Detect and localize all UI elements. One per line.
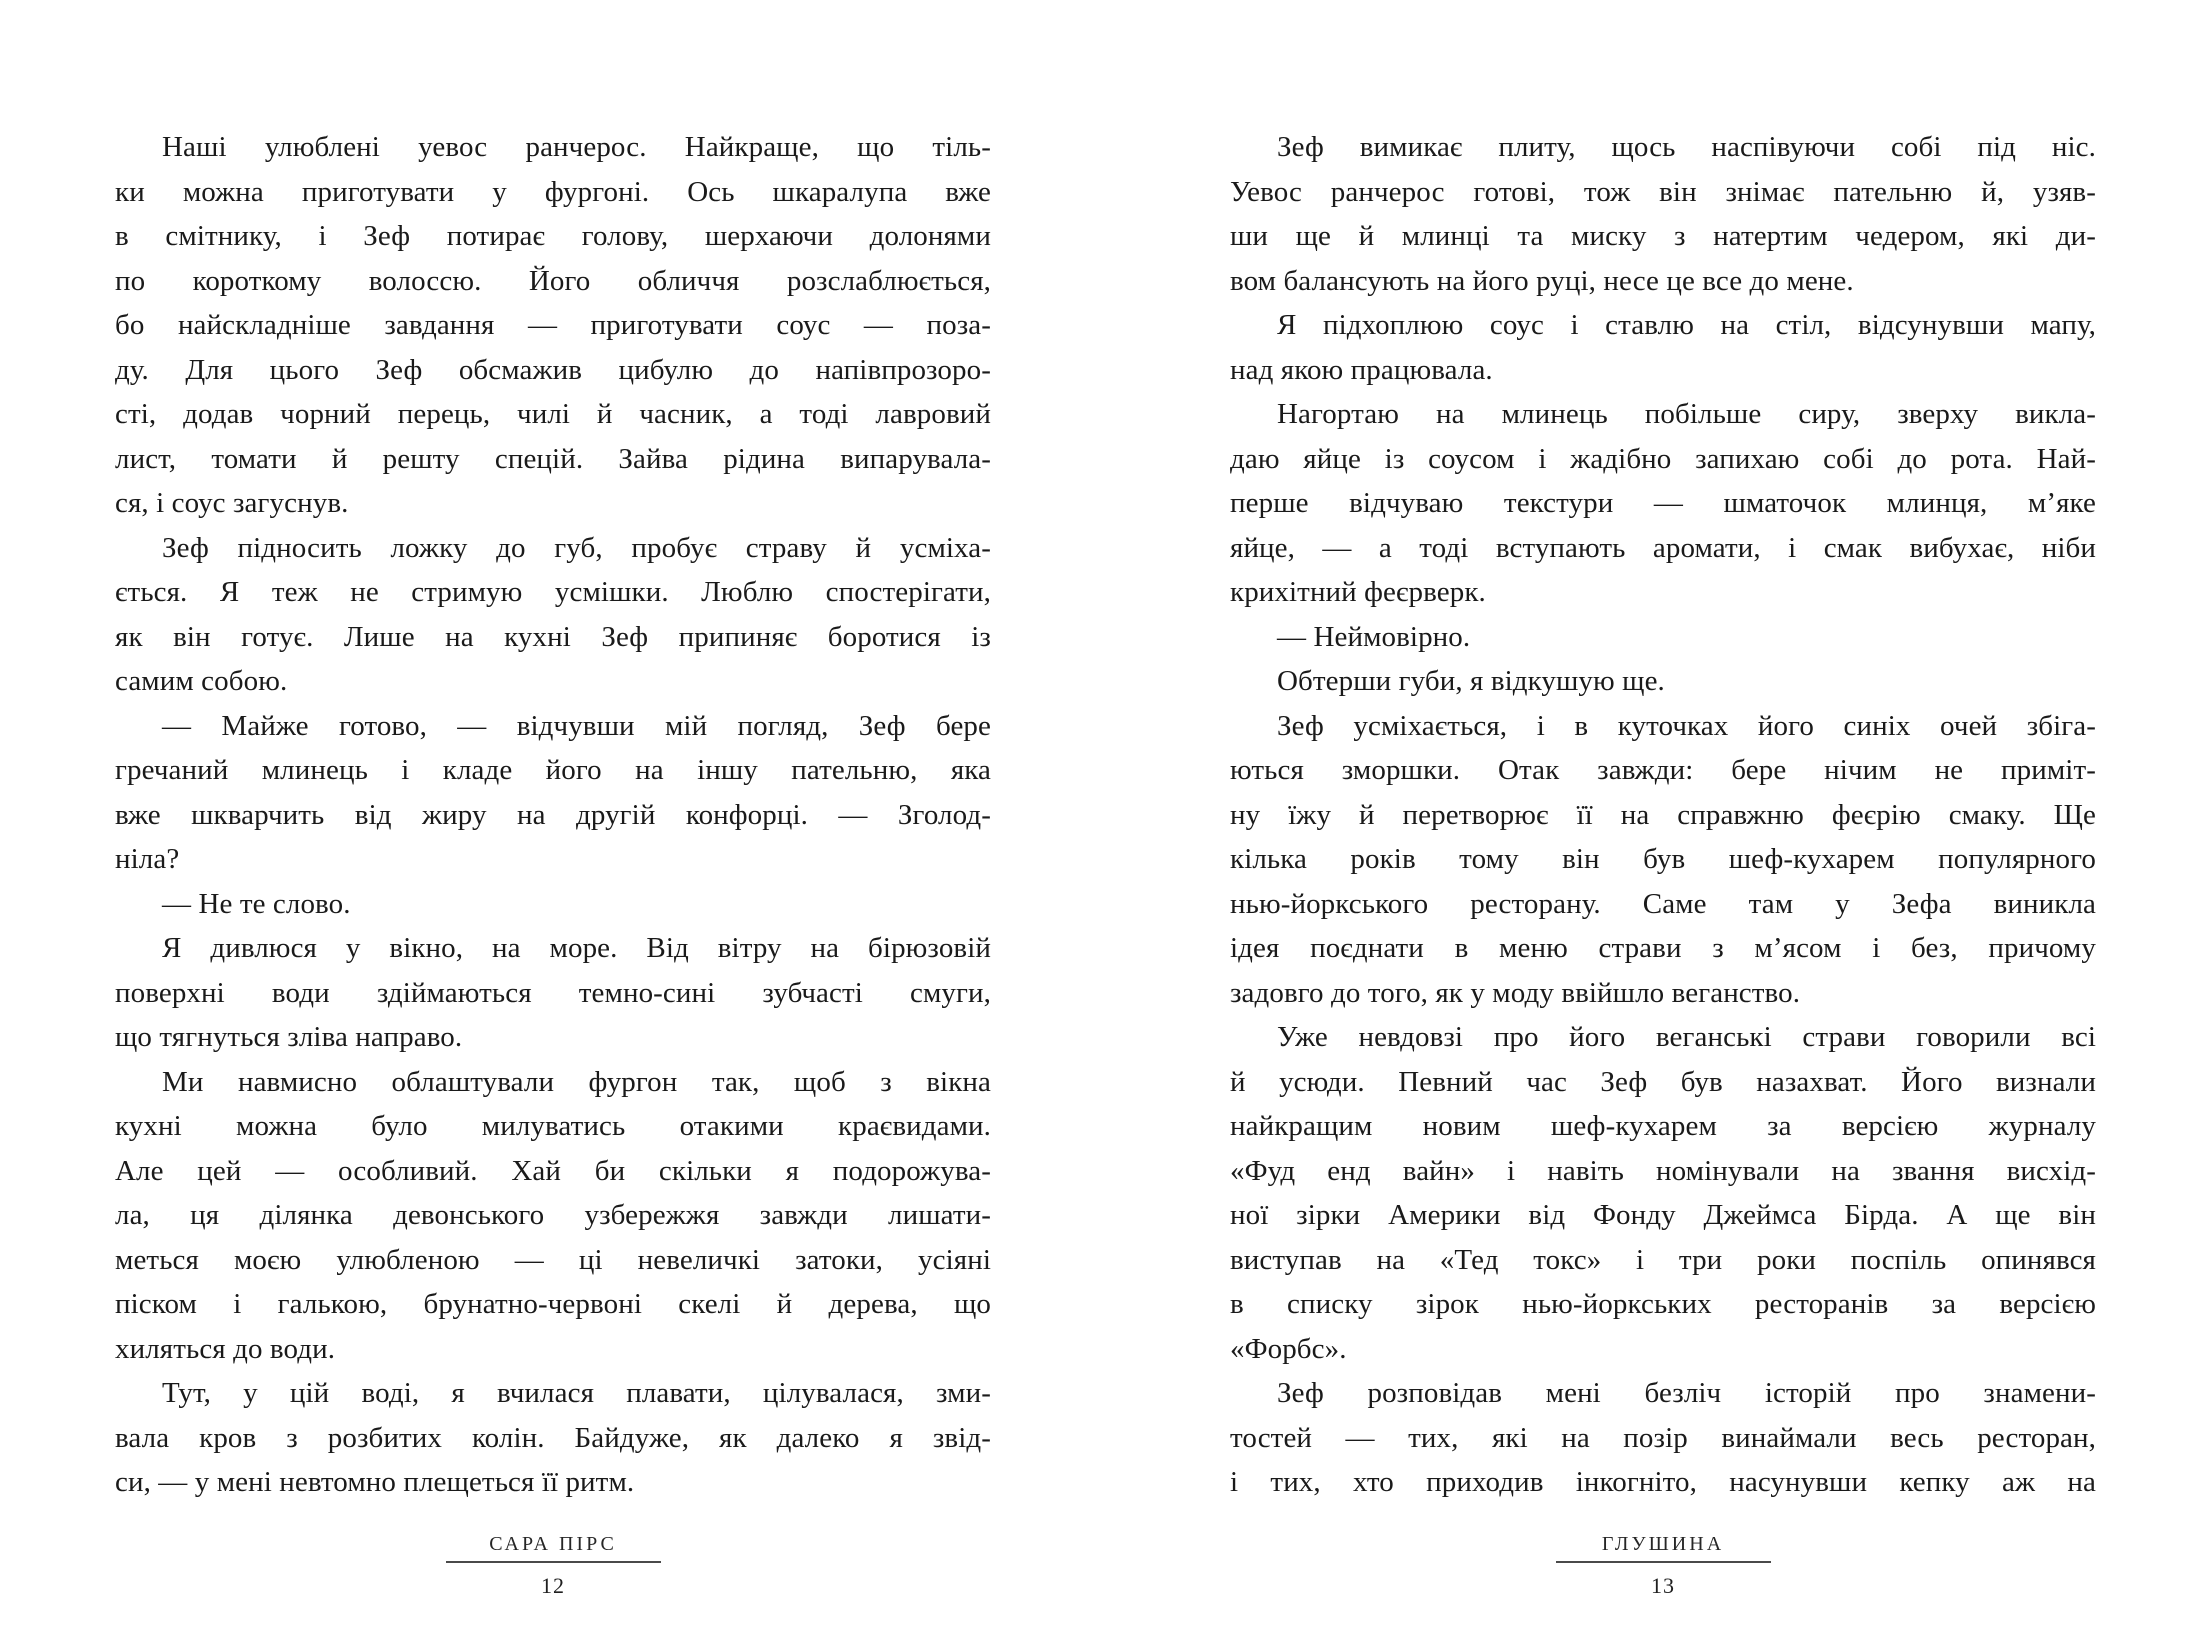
text-line: вом балансують на його руці, несе це все до мене. [1230, 264, 1854, 297]
text-line: Зеф усміхається, і в куточках його синіх очей збіга- [1277, 709, 2096, 742]
page-right [1230, 0, 2096, 1650]
paragraph [1230, 615, 2096, 660]
text-line: «Форбс». [1230, 1332, 1347, 1365]
text-line: крихітний феєрверк. [1230, 576, 1486, 608]
text-line: гречаний млинець і кладе його на іншу пательню, яка [115, 754, 991, 786]
text-line: як він готує. Лише на кухні Зеф припиняє боротися із [115, 620, 991, 653]
text-line: меться моєю улюбленою — ці невеличкі затоки, усіяні [115, 1243, 991, 1276]
text-line: сті, додав чорний перець, чилі й часник, а тоді лавровий [115, 398, 991, 430]
footer-rule [446, 1561, 661, 1563]
text-line: Наші улюблені уевос ранчерос. Найкраще, що тіль- [162, 131, 991, 163]
text-line: Уже невдовзі про його веганські страви говорили всі [1277, 1021, 2096, 1053]
running-title-book: ГЛУШИНА [1601, 1533, 1725, 1555]
paragraph [1230, 125, 2096, 303]
text-line: що тягнуться зліва направо. [115, 1021, 463, 1053]
page-number: 12 [541, 1573, 565, 1598]
text-line: Зеф підносить ложку до губ, пробує страву й усміха- [162, 531, 991, 564]
paragraph [115, 526, 991, 704]
text-line: над якою працювала. [1230, 353, 1493, 386]
page-left-text-column [115, 125, 991, 1505]
text-line: Тут, у цій воді, я вчилася плавати, цілувалася, зми- [162, 1377, 991, 1409]
text-line: кілька років тому він був шеф-кухарем популярного [1230, 843, 2096, 875]
text-line: Зеф вимикає плиту, щось наспівуючи собі під ніс. [1277, 131, 2096, 163]
text-line: вже шкварчить від жиру на другій конфорці. — Зголод- [115, 798, 991, 831]
text-line: ну їжу й перетворює її на справжню феєрію смаку. Ще [1230, 798, 2096, 831]
text-line: ши ще й млинці та миску з натертим чедером, які ди- [1230, 220, 2096, 252]
text-line: й усюди. Певний час Зеф був назахват. Його визнали [1230, 1065, 2096, 1098]
page-left-footer [115, 1532, 991, 1599]
text-line: ної зірки Америки від Фонду Джеймса Бірда. А ще він [1230, 1199, 2096, 1231]
page-number: 13 [1651, 1573, 1675, 1598]
text-line: хиляться до води. [115, 1332, 336, 1365]
text-line: — Неймовірно. [1277, 620, 1471, 653]
paragraph [1230, 1015, 2096, 1371]
text-line: яйце, — а тоді вступають аромати, і смак вибухає, ніби [1230, 531, 2096, 564]
text-line: ідея поєднати в меню страви з м’ясом і без, причому [1230, 932, 2096, 964]
text-line: ніла? [115, 843, 180, 875]
text-line: Але цей — особливий. Хай би скільки я подорожува- [115, 1154, 991, 1187]
text-line: в смітнику, і Зеф потирає голову, шерхаючи долонями [115, 220, 991, 252]
text-line: даю яйце із соусом і жадібно запихаю собі до рота. Най- [1230, 442, 2096, 475]
text-line: ється. Я теж не стримую усмішки. Люблю спостерігати, [115, 576, 991, 608]
text-line: самим собою. [115, 665, 288, 697]
page-right-text-column [1230, 125, 2096, 1505]
paragraph [115, 926, 991, 1060]
text-line: си, — у мені невтомно плещеться її ритм. [115, 1466, 635, 1498]
page-left [115, 0, 991, 1650]
text-line: ються зморшки. Отак завжди: бере нічим не приміт- [1230, 754, 2096, 786]
text-line: кухні можна було милуватись отакими краєвидами. [115, 1110, 991, 1142]
text-line: ду. Для цього Зеф обсмажив цибулю до напівпрозоро- [115, 353, 991, 386]
text-line: Обтерши губи, я відкушую ще. [1277, 665, 1665, 697]
text-line: ла, ця ділянка девонського узбережжя завжди лишати- [115, 1199, 991, 1231]
text-line: Зеф розповідав мені безліч історій про знамени- [1277, 1377, 2096, 1409]
paragraph [1230, 303, 2096, 392]
paragraph [115, 1371, 991, 1505]
text-line: ки можна приготувати у фургоні. Ось шкаралупа вже [115, 175, 991, 208]
text-line: тостей — тих, які на позір винаймали весь ресторан, [1230, 1421, 2096, 1454]
text-line: — Майже готово, — відчувши мій погляд, Зеф бере [162, 709, 991, 742]
text-line: перше відчуваю текстури — шматочок млинця, м’яке [1230, 487, 2096, 519]
text-line: задовго до того, як у моду ввійшло веганство. [1230, 976, 1801, 1009]
text-line: Уевос ранчерос готові, тож він знімає пательню й, узяв- [1230, 175, 2096, 208]
text-line: вала кров з розбитих колін. Байдуже, як далеко я звід- [115, 1421, 991, 1454]
text-line: ся, і соус загуснув. [115, 487, 349, 519]
paragraph [115, 125, 991, 526]
text-line: Я дивлюся у вікно, на море. Від вітру на бірюзовій [162, 932, 991, 964]
text-line: — Не те слово. [162, 887, 351, 920]
paragraph [1230, 704, 2096, 1016]
page-right-footer [1230, 1532, 2096, 1599]
text-line: Нагортаю на млинець побільше сиру, зверху викла- [1277, 398, 2096, 430]
footer-rule [1556, 1561, 1771, 1563]
text-line: Я підхоплюю соус і ставлю на стіл, відсунувши мапу, [1277, 309, 2096, 341]
paragraph [115, 704, 991, 882]
text-line: і тих, хто приходив інкогніто, насунувши кепку аж на [1230, 1466, 2096, 1498]
text-line: найкращим новим шеф-кухарем за версією журналу [1230, 1110, 2096, 1142]
paragraph [115, 882, 991, 927]
paragraph [1230, 1371, 2096, 1505]
text-line: Ми навмисно облаштували фургон так, щоб з вікна [162, 1065, 991, 1098]
text-line: «Фуд енд вайн» і навіть номінували на звання висхід- [1230, 1154, 2096, 1187]
text-line: бо найскладніше завдання — приготувати соус — поза- [115, 309, 991, 341]
paragraph [1230, 659, 2096, 704]
text-line: виступав на «Тед токс» і три роки поспіль опинявся [1230, 1243, 2096, 1276]
text-line: поверхні води здіймаються темно-сині зубчасті смуги, [115, 976, 991, 1009]
text-line: нью-йоркського ресторану. Саме там у Зефа виникла [1230, 887, 2096, 920]
text-line: в списку зірок нью-йоркських ресторанів за версією [1230, 1288, 2096, 1320]
paragraph [115, 1060, 991, 1372]
text-line: лист, томати й решту спецій. Зайва рідина випарувала- [115, 442, 991, 475]
text-line: піском і галькою, брунатно-червоні скелі й дерева, що [115, 1288, 991, 1320]
running-title-author: САРА ПІРС [489, 1533, 617, 1555]
text-line: по короткому волоссю. Його обличчя розслаблюється, [115, 264, 991, 297]
paragraph [1230, 392, 2096, 615]
